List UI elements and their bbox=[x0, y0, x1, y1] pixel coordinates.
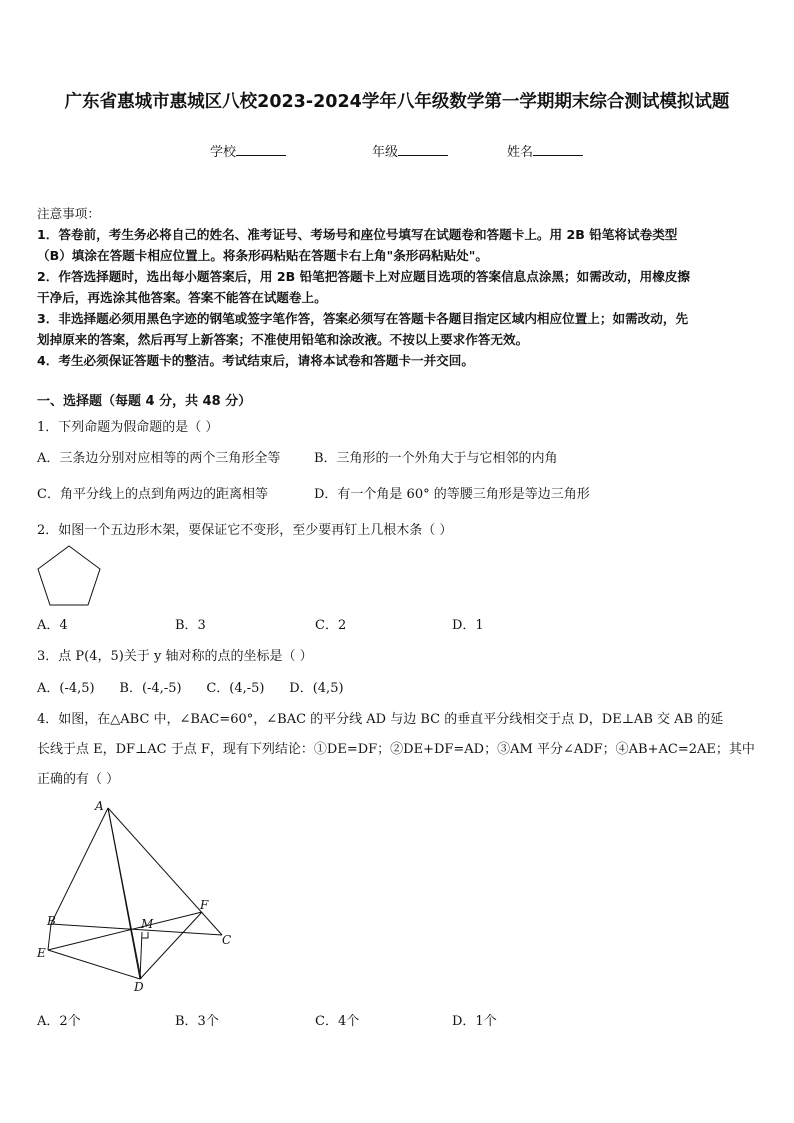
name-blank bbox=[533, 143, 583, 156]
label-e: E bbox=[37, 946, 46, 960]
grade-label: 年级 bbox=[372, 145, 399, 160]
notice-heading: 注意事项： bbox=[37, 206, 100, 221]
label-c: C bbox=[222, 933, 232, 947]
q1-option-a: A．三条边分别对应相等的两个三角形全等 bbox=[37, 451, 281, 466]
line-dm bbox=[140, 932, 142, 979]
q4-line-3: 正确的有（ ） bbox=[37, 772, 120, 787]
q2-option-a: A．4 bbox=[37, 618, 68, 633]
label-a: A bbox=[95, 799, 104, 813]
notice-line: 3．非选择题必须用黑色字迹的钢笔或签字笔作答，答案必须写在答题卡各题目指定区域内相应位置上；如需改动，先 bbox=[37, 311, 689, 326]
q1-option-c: C．角平分线上的点到角两边的距离相等 bbox=[37, 487, 268, 502]
notice-line: 干净后，再选涂其他答案。答案不能答在试题卷上。 bbox=[37, 290, 327, 305]
school-field bbox=[210, 141, 286, 160]
name-field bbox=[507, 141, 583, 160]
right-angle-mark bbox=[142, 932, 148, 938]
q2-stem: 2．如图一个五边形木架，要保证它不变形，至少要再钉上几根木条（ ） bbox=[37, 523, 453, 538]
school-blank bbox=[236, 143, 286, 156]
label-d: D bbox=[134, 980, 144, 994]
q4-option-b: B．3个 bbox=[175, 1014, 219, 1029]
line-bc bbox=[51, 924, 222, 935]
q4-option-c: C．4个 bbox=[315, 1014, 360, 1029]
grade-field bbox=[372, 141, 448, 160]
q4-option-d: D．1个 bbox=[452, 1014, 497, 1029]
line-am bbox=[108, 808, 141, 979]
notice-line: 1．答卷前，考生务必将自己的姓名、准考证号、考场号和座位号填写在试题卷和答题卡上。用 2B 铅笔将试卷类型 bbox=[37, 227, 678, 242]
notice-line: （B）填涂在答题卡相应位置上。将条形码粘贴在答题卡右上角"条形码粘贴处"。 bbox=[37, 248, 488, 263]
q1-option-d: D．有一个角是 60° 的等腰三角形是等边三角形 bbox=[314, 487, 590, 502]
q4-line-2: 长线于点 E，DF⊥AC 于点 F，现有下列结论：①DE=DF；②DE+DF=AD；③AM 平分∠ADF；④AB+AC=2AE；其中 bbox=[37, 742, 755, 757]
notice-line: 2．作答选择题时，选出每小题答案后，用 2B 铅笔把答题卡上对应题目选项的答案信息点涂黑；如需改动，用橡皮擦 bbox=[37, 269, 690, 284]
label-f: F bbox=[200, 898, 209, 912]
exam-title: 广东省惠城市惠城区八校2023-2024学年八年级数学第一学期期末综合测试模拟试题 bbox=[64, 92, 730, 112]
triangle-figure bbox=[30, 795, 240, 1000]
name-label: 姓名 bbox=[507, 145, 534, 160]
notice-line: 划掉原来的答案，然后再写上新答案；不准使用铅笔和涂改液。不按以上要求作答无效。 bbox=[37, 332, 529, 347]
q2-option-d: D．1 bbox=[452, 618, 484, 633]
q4-option-a: A．2个 bbox=[37, 1014, 81, 1029]
q2-option-c: C．2 bbox=[315, 618, 347, 633]
line-ab bbox=[51, 808, 108, 924]
line-ef bbox=[48, 912, 202, 950]
pentagon-shape bbox=[38, 546, 100, 605]
grade-blank bbox=[398, 143, 448, 156]
school-label: 学校 bbox=[210, 145, 237, 160]
q4-line-1: 4．如图，在△ABC 中，∠BAC=60°，∠BAC 的平分线 AD 与边 BC 的垂直平分线相交于点 D，DE⊥AB 交 AB 的延 bbox=[37, 712, 724, 727]
pentagon-figure bbox=[34, 543, 104, 609]
line-ed bbox=[48, 950, 140, 979]
q2-option-b: B．3 bbox=[175, 618, 206, 633]
label-b: B bbox=[47, 914, 56, 928]
q1-stem: 1．下列命题为假命题的是（ ） bbox=[37, 420, 219, 435]
q1-option-b: B．三角形的一个外角大于与它相邻的内角 bbox=[314, 451, 558, 466]
section-heading: 一、选择题（每题 4 分，共 48 分） bbox=[37, 394, 252, 409]
notice-line: 4．考生必须保证答题卡的整洁。考试结束后，请将本试卷和答题卡一并交回。 bbox=[37, 353, 474, 368]
q3-options: A．(-4,5) B．(-4,-5) C．(4,-5) D．(4,5) bbox=[37, 681, 344, 696]
q3-stem: 3．点 P(4，5)关于 y 轴对称的点的坐标是（ ） bbox=[37, 649, 313, 664]
label-m: M bbox=[141, 917, 154, 931]
line-ac bbox=[108, 808, 222, 935]
